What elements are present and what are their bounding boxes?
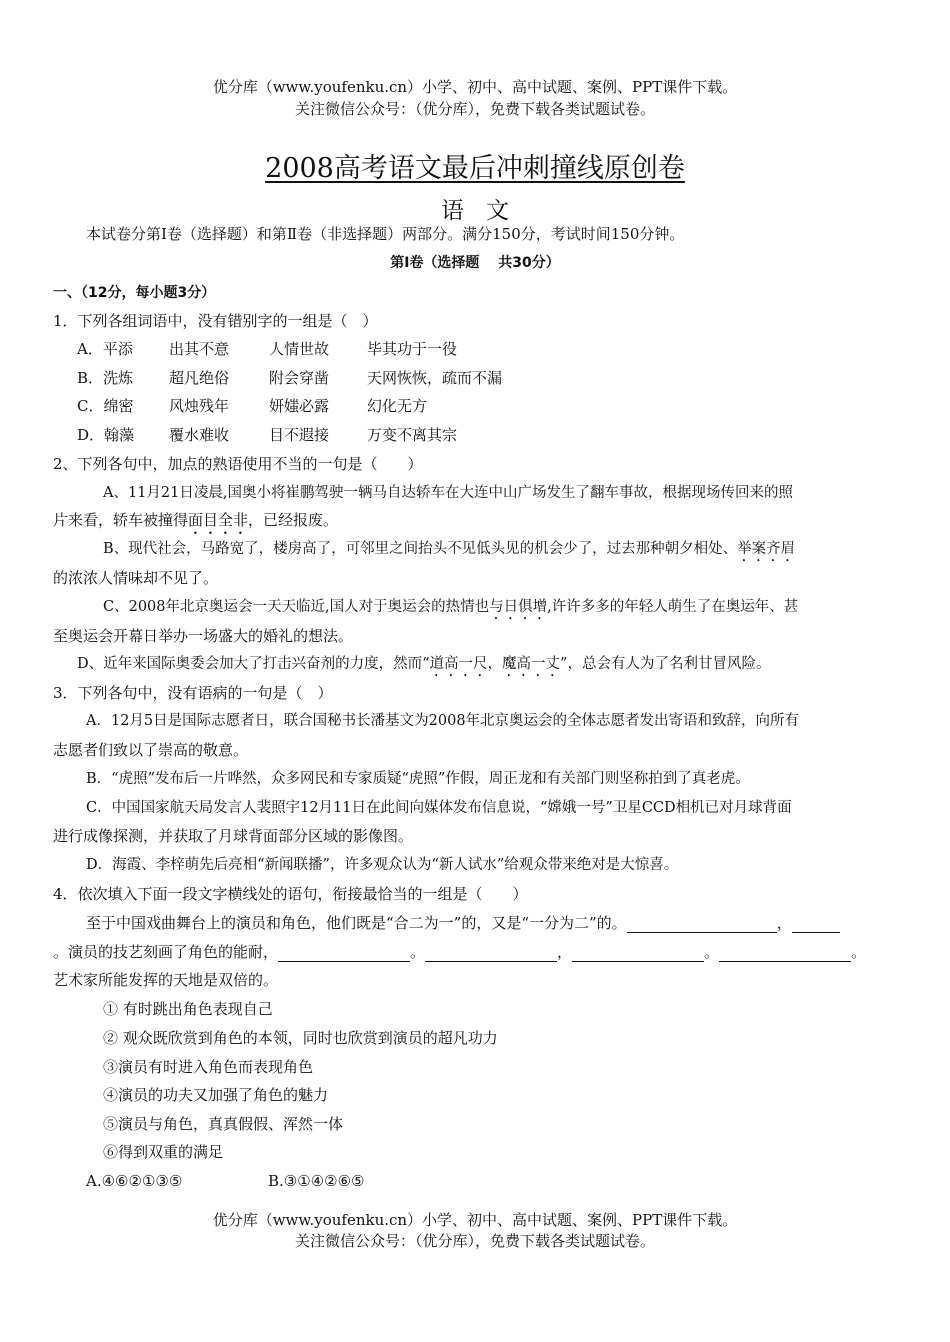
q1-option-a: A．平添 出其不意 人情世故 毕其功于一役 xyxy=(77,340,458,358)
page-title: 2008高考语文最后冲刺撞线原创卷 xyxy=(265,153,685,184)
exam-intro: 本试卷分第Ⅰ卷（选择题）和第Ⅱ卷（非选择题）两部分。满分150分，考试时间150分钟。 xyxy=(86,225,685,243)
q2-stem: 2、下列各句中，加点的熟语使用不当的一句是（ ） xyxy=(53,455,423,473)
q2-option-b-line2: 的浓浓人情味却不见了。 xyxy=(53,569,219,587)
q3-stem: 3．下列各句中，没有语病的一句是（ ） xyxy=(53,684,333,702)
q4-passage-line3: 艺术家所能发挥的天地是双倍的。 xyxy=(53,971,279,989)
q2-option-c-line2: 至奥运会开幕日举办一场盛大的婚礼的想法。 xyxy=(53,627,354,645)
q2-option-a-line1: A、11月21日凌晨,国奥小将崔鹏驾驶一辆马自达轿车在大连中山广场发生了翻车事故，根据现场传回来的照 xyxy=(103,485,793,501)
subject-heading: 语文 xyxy=(441,198,531,224)
q3-option-d: D．海霞、李梓萌先后亮相“新闻联播”，许多观众认为“新人试水”给观众带来绝对是大惊喜。 xyxy=(86,857,679,873)
part-heading: 第Ⅰ卷（选择题 共30分） xyxy=(390,255,560,271)
q3-option-c-line1: C．中国国家航天局发言人裴照宇12月11日在此间向媒体发布信息说，“嫦娥一号”卫星CCD相机已对月球背面 xyxy=(86,800,792,816)
header-line-2: 关注微信公众号：（优分库），免费下载各类试题试卷。 xyxy=(294,100,655,118)
answer-blank[interactable] xyxy=(627,916,777,933)
q2-option-a-line2: 片来看，轿车被撞得面目全非，已经报废。 xyxy=(53,511,339,529)
dotted-idiom: 魔高一丈 xyxy=(502,656,561,672)
q4-answer-b: B.③①④②⑥⑤ xyxy=(268,1172,365,1190)
q4-item-6: ⑥得到双重的满足 xyxy=(103,1143,224,1161)
q1-option-c: C．绵密 风烛残年 妍媸必露 幻化无方 xyxy=(77,397,428,415)
q4-item-2: ② 观众既欣赏到角色的本领，同时也欣赏到演员的超凡功力 xyxy=(103,1029,498,1047)
q3-option-a-line1: A．12月5日是国际志愿者日，联合国秘书长潘基文为2008年北京奥运会的全体志愿者发出寄语和致辞，向所有 xyxy=(86,713,800,729)
q2-option-c-line1: C、2008年北京奥运会一天天临近,国人对于奥运会的热情也与日俱增,许许多多的年轻人萌生了在奥运年、甚 xyxy=(103,599,799,615)
header-line-1: 优分库（www.youfenku.cn）小学、初中、高中试题、案例、PPT课件下载。 xyxy=(212,78,738,96)
q1-option-b: B．洗炼 超凡绝俗 附会穿凿 天网恢恢，疏而不漏 xyxy=(77,369,503,387)
answer-blank[interactable] xyxy=(719,945,851,962)
q1-stem: 1．下列各组词语中，没有错别字的一组是（ ） xyxy=(53,312,378,330)
q4-stem: 4．依次填入下面一段文字横线处的语句，衔接最恰当的一组是（ ） xyxy=(53,885,528,903)
dotted-idiom: 与日俱增 xyxy=(489,599,548,615)
q3-option-b: B．“虎照”发布后一片哗然，众多网民和专家质疑“虎照”作假，周正龙和有关部门则坚称拍到了真老虎。 xyxy=(86,771,750,787)
q2-option-b-line1: B、现代社会，马路宽了，楼房高了，可邻里之间抬头不见低头见的机会少了，过去那种朝夕相处、举案齐眉 xyxy=(103,541,796,557)
dotted-idiom: 举案齐眉 xyxy=(737,541,796,557)
q3-option-c-line2: 进行成像探测，并获取了月球背面部分区域的影像图。 xyxy=(53,827,414,845)
q4-item-4: ④演员的功夫又加强了角色的魅力 xyxy=(103,1086,329,1104)
answer-blank[interactable] xyxy=(278,945,410,962)
q4-item-5: ⑤演员与角色，真真假假、浑然一体 xyxy=(103,1115,344,1133)
q4-passage-line1: 至于中国戏曲舞台上的演员和角色，他们既是“合二为一”的，又是“一分为二”的。 ， xyxy=(86,913,903,933)
q4-answer-a: A.④⑥②①③⑤ xyxy=(86,1172,183,1190)
answer-blank[interactable] xyxy=(572,945,704,962)
q4-passage-line2: 。演员的技艺刻画了角色的能耐， 。 ， 。 。 xyxy=(53,943,867,961)
q4-item-1: ① 有时跳出角色表现自己 xyxy=(103,1000,273,1018)
footer-line-1: 优分库（www.youfenku.cn）小学、初中、高中试题、案例、PPT课件下载。 xyxy=(212,1211,738,1229)
dotted-idiom: 道高一尺 xyxy=(429,656,488,672)
answer-blank[interactable] xyxy=(425,945,557,962)
footer-line-2: 关注微信公众号：（优分库），免费下载各类试题试卷。 xyxy=(294,1232,655,1250)
q2-option-d: D、近年来国际奥委会加大了打击兴奋剂的力度，然而“道高一尺，魔高一丈”，总会有人为了名利甘冒风险。 xyxy=(77,656,771,672)
section-heading: 一、（12分，每小题3分） xyxy=(53,285,216,301)
q1-option-d: D．翰藻 覆水难收 目不遐接 万变不离其宗 xyxy=(77,426,458,444)
q3-option-a-line2: 志愿者们致以了崇高的敬意。 xyxy=(53,741,249,759)
q4-item-3: ③演员有时进入角色而表现角色 xyxy=(103,1058,314,1076)
dotted-idiom: 面目全非 xyxy=(188,511,249,529)
answer-blank[interactable] xyxy=(792,916,840,933)
